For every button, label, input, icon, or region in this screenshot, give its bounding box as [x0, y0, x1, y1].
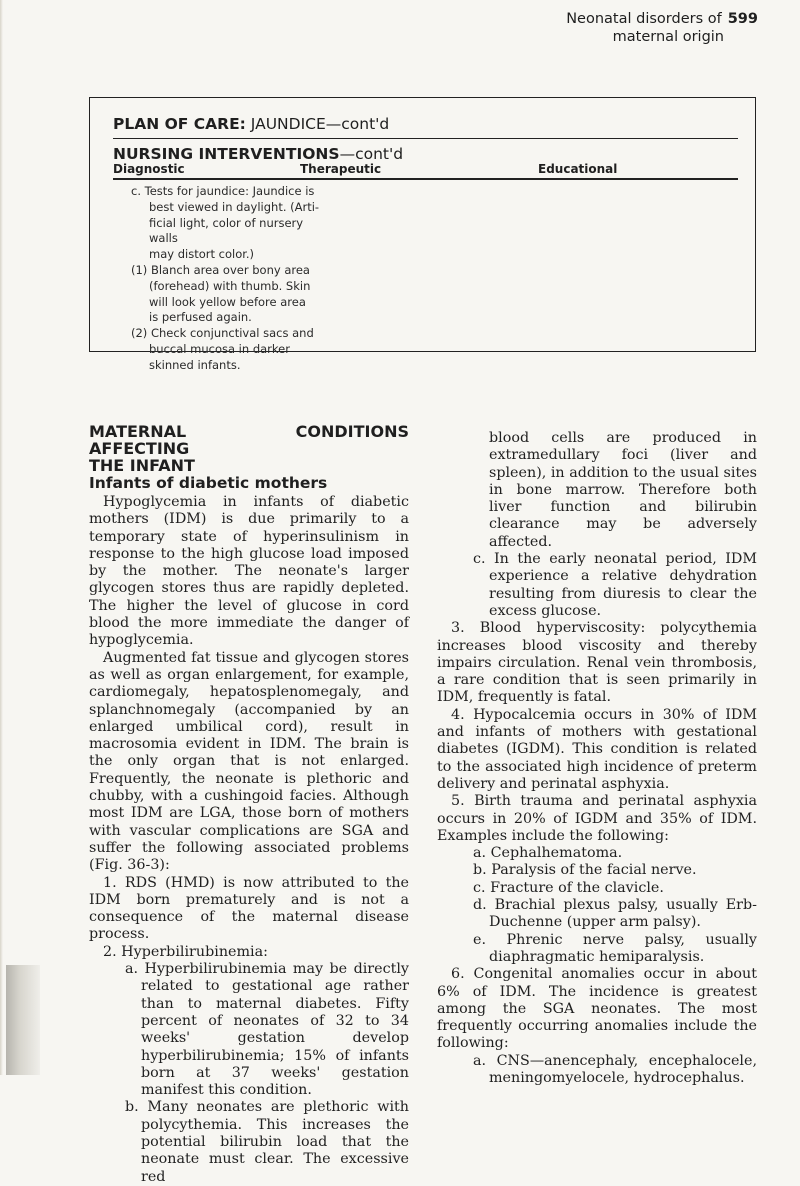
list-item: 2. Hyperbilirubinemia: — [103, 943, 268, 960]
diag-line: skinned infants. — [149, 357, 241, 372]
diag-line: best viewed in daylight. (Arti- — [149, 199, 320, 214]
diag-line: will look yellow before area — [149, 294, 306, 309]
plan-title: PLAN OF CARE: JAUNDICE—cont'd — [113, 115, 390, 133]
page-binding-shadow — [6, 965, 40, 1075]
paragraph: Augmented fat tissue and glycogen stores as well as organ enlargement, for example, cardiomegaly, hepatosplenomegaly, and splanchnomegaly (accompanied by an enlarged umbilical cord), result in macrosomia evident in IDM. The brain is the only organ that is not enlarged. Frequently, the neonate is plethoric and chubby, with a cushingoid facies. Although most IDM are LGA, those born of mothers with vascular complications are SGA and suffer the following associated problems (Fig. 36-3): — [89, 649, 409, 874]
sub-list-item: a. Cephalhematoma. — [473, 845, 623, 862]
section-heading-line1: MATERNAL CONDITIONS AFFECTING — [89, 422, 409, 458]
diag-line: (2) Check conjunctival sacs and — [131, 326, 314, 341]
list-item: 6. Congenital anomalies occur in about 6% of IDM. The incidence is greatest among the SGA neonates. The most frequently occurring anomalies include the following: — [437, 966, 757, 1052]
column-header-educational: Educational — [538, 162, 618, 176]
diag-line: is perfused again. — [149, 310, 252, 325]
running-title-line2: maternal origin — [612, 29, 724, 45]
list-item: 4. Hypocalcemia occurs in 30% of IDM and infants of mothers with gestational diabetes (IGDM). This condition is related to the associated high incidence of preterm delivery and perinatal asphyxia. — [437, 706, 757, 792]
subsection-heading: Infants of diabetic mothers — [89, 474, 328, 492]
paragraph: Hypoglycemia in infants of diabetic mothers (IDM) is due primarily to a temporary state of hyperinsulinism in response to the high glucose load imposed by the mother. The neonate's larger glycogen stores thus are rapidly depleted. The higher the level of glucose in cord blood the more immediate the danger of hypoglycemia. — [89, 494, 409, 649]
diag-line: buccal mucosa in darker — [149, 341, 290, 356]
plan-of-care-box — [89, 97, 756, 372]
diag-line: (1) Blanch area over bony area — [131, 262, 310, 277]
diag-line: (forehead) with thumb. Skin — [149, 278, 311, 293]
section-heading-line2: THE INFANT — [89, 456, 195, 475]
sub-list-item: c. Fracture of the clavicle. — [473, 879, 664, 896]
right-text-column — [437, 430, 757, 1087]
sub-list-item: b. Paralysis of the facial nerve. — [473, 862, 697, 879]
sub-list-item-continued: blood cells are produced in extramedullary foci (liver and spleen), in addition to the usual sites in bone marrow. Therefore both liver function and bilirubin clearance may be adversely affected. — [489, 430, 757, 550]
column-header-diagnostic: Diagnostic — [113, 162, 185, 176]
page-number: 599 — [727, 11, 758, 27]
sub-list-item: e. Phrenic nerve palsy, usually diaphragmatic hemiparalysis. — [473, 931, 757, 965]
running-title-line1: Neonatal disorders of — [566, 11, 722, 27]
column-header-therapeutic: Therapeutic — [300, 162, 382, 176]
diag-line: may distort color.) — [149, 247, 255, 262]
sub-list-item: a. Hyperbilirubinemia may be directly related to gestational age rather than to maternal diabetes. Fifty percent of neonates of 32 to 34 weeks' gestation develop hyperbilirubinemia; 15% of infants born at 37 weeks' gestation manifest this condition. — [125, 961, 409, 1099]
running-header — [566, 10, 758, 46]
sub-list-item: b. Many neonates are plethoric with polycythemia. This increases the potential bilirubin load that the neonate must clear. The excessive red — [125, 1099, 409, 1185]
plan-title-rule — [113, 138, 738, 139]
list-item: 1. RDS (HMD) is now attributed to the IDM born prematurely and is not a consequence of the maternal disease process. — [89, 874, 409, 943]
sub-list-item: c. In the early neonatal period, IDM experience a relative dehydration resulting from diuresis to clear the excess glucose. — [473, 551, 757, 619]
diagnostic-column-text — [131, 184, 331, 374]
interventions-title: NURSING INTERVENTIONS—cont'd — [113, 145, 404, 163]
sub-list-item: a. CNS—anencephaly, encephalocele, meningomyelocele, hydrocephalus. — [473, 1052, 757, 1086]
column-header-rule — [113, 178, 738, 180]
page-binding-edge — [0, 0, 3, 1075]
list-item: 5. Birth trauma and perinatal asphyxia occurs in 20% of IGDM and 35% of IDM. Examples include the following: — [437, 793, 757, 844]
diag-line: c. Tests for jaundice: Jaundice is — [131, 184, 315, 198]
sub-list-item: d. Brachial plexus palsy, usually Erb-Duchenne (upper arm palsy). — [473, 897, 757, 931]
left-text-column — [89, 423, 409, 1186]
list-item: 3. Blood hyperviscosity: polycythemia increases blood viscosity and thereby impairs circulation. Renal vein thrombosis, a rare condition that is seen primarily in IDM, frequently is fatal. — [437, 620, 757, 706]
diag-line: ficial light, color of nursery walls — [149, 215, 304, 246]
